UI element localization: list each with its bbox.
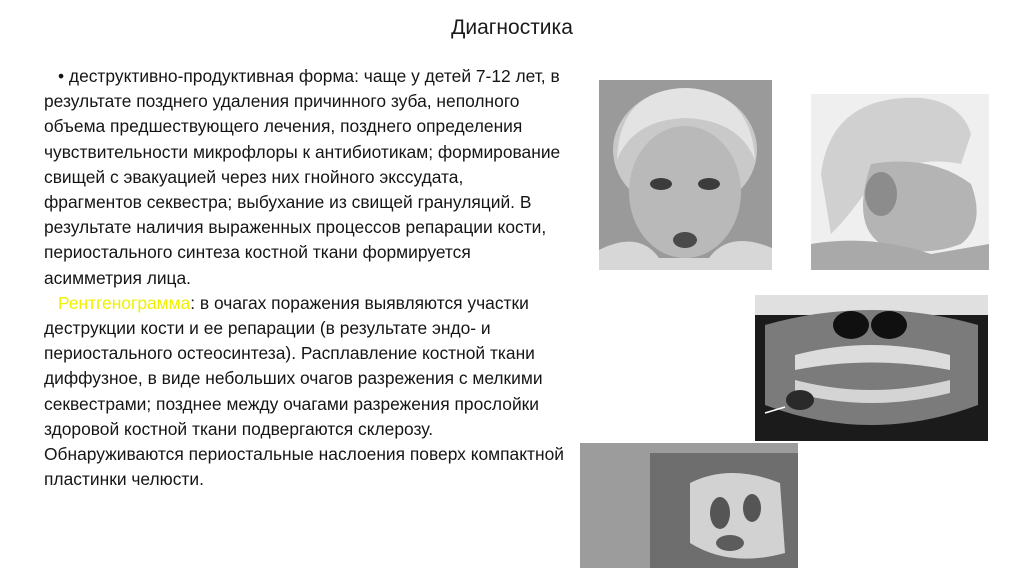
panoramic-xray-image: [755, 295, 988, 441]
jaw-detail-xray-graphic: [580, 443, 798, 568]
patient-side-photo: [811, 94, 989, 270]
patient-side-photo-graphic: [811, 94, 989, 270]
panoramic-xray-graphic: [755, 295, 988, 441]
xray-highlight-term: Рентгенограмма: [58, 292, 191, 313]
patient-front-photo-graphic: [599, 80, 772, 270]
slide-title: Диагностика: [451, 16, 573, 39]
paragraph-1-text: • деструктивно-продуктивная форма: чаще у детей 7-12 лет, в результате позднего удаления причинного зуба, неполного объема предшествующего лечения, позднего определения чувствительности микрофлоры к антибиотикам; формирование свищей с эвакуацией через них гнойного экссудата, фрагментов секвестра; выбухание из свищей грануляций. В результате наличия выраженных процессов репарации кости, периостального синтеза костной ткани формируется асимметрия лица.: [44, 66, 561, 288]
paragraph-xray: [44, 291, 564, 493]
patient-front-photo: [599, 80, 772, 270]
paragraph-destructive-form: [44, 64, 564, 291]
slide-body: [44, 64, 564, 492]
paragraph-2-text: : в очагах поражения выявляются участки деструкции кости и ее репарации (в результате эндо- и периостального остеосинтеза). Расплавление костной ткани диффузное, в виде небольших очагов разрежения с мелкими секвестрами; позднее между очагами разрежения прослойки здоровой костной ткани подвергаются склерозу. Обнаруживаются периостальные наслоения поверх компактной пластинки челюсти.: [44, 292, 564, 490]
jaw-detail-xray-image: [580, 443, 798, 568]
